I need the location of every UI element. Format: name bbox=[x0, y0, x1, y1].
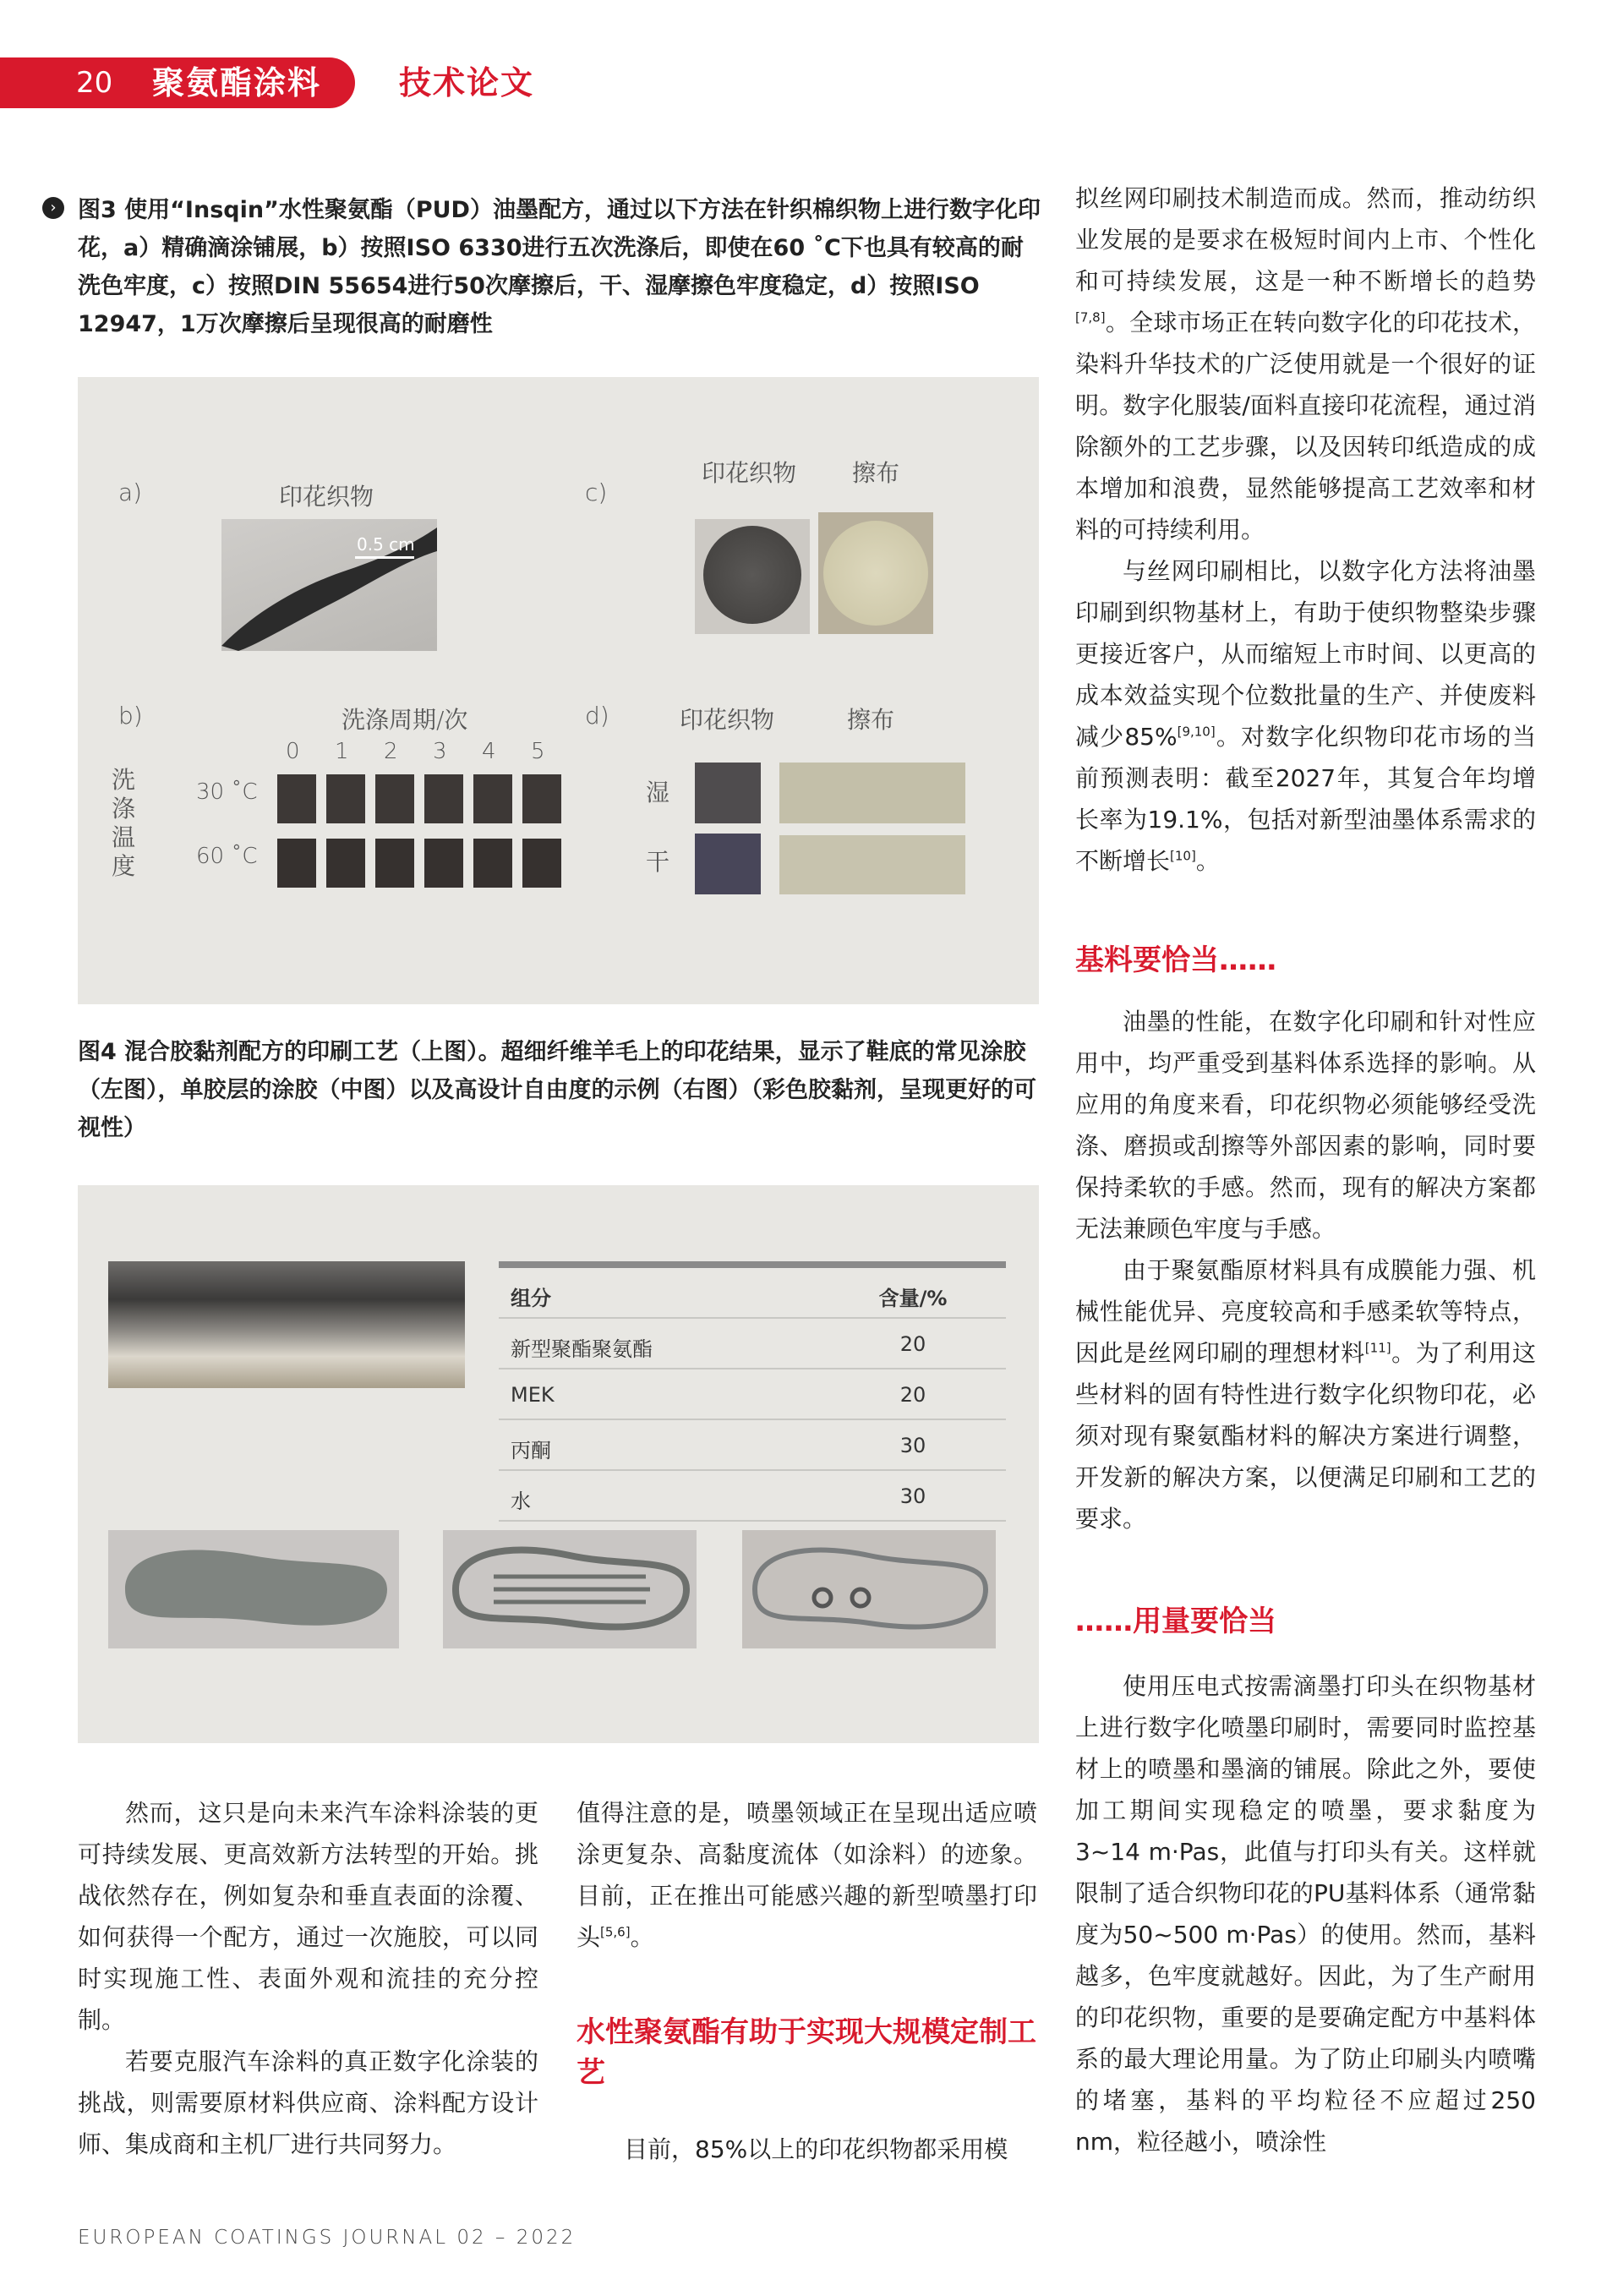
sole-design-freedom-photo bbox=[742, 1530, 996, 1648]
table-row bbox=[499, 1319, 1006, 1369]
panel-b-title: 洗涤周期/次 bbox=[342, 706, 468, 734]
table-cell-value: 20 bbox=[899, 1383, 926, 1407]
table-cell-value: 20 bbox=[899, 1332, 926, 1356]
table-header-row bbox=[499, 1268, 1006, 1319]
figure3-caption: 图3 使用“Insqin”水性聚氨酯（PUD）油墨配方，通过以下方法在针织棉织物上进行数字化印花，a）精确滴涂铺展，b）按照ISO 6330进行五次洗涤后，即使在60 ˚C下也具有较高的耐洗色牢度，c）按照DIN 55654进行50次摩擦后，干、湿摩擦色牢度稳定，d）按照ISO 12947，1万次摩擦后呈现很高的耐磨性 bbox=[78, 197, 1041, 337]
wash-swatch bbox=[326, 774, 365, 823]
subheading-pud: 水性聚氨酯有助于实现大规模定制工艺 bbox=[577, 2015, 1036, 2090]
paragraph: 若要克服汽车涂料的真正数字化涂装的挑战，则需要原材料供应商、涂料配方设计师、集成商和主机厂进行共同努力。 bbox=[78, 2047, 538, 2158]
journal-section-title: 聚氨酯涂料 bbox=[152, 64, 322, 101]
figure4-caption: 图4 混合胶黏剂配方的印刷工艺（上图）。超细纤维羊毛上的印花结果，显示了鞋底的常见涂胶（左图），单胶层的涂胶（中图）以及高设计自由度的示例（右图）（彩色胶黏剂，呈现更好的可视性） bbox=[78, 1039, 1036, 1141]
sole-common-glue-photo bbox=[108, 1530, 399, 1648]
panel-b-label: b) bbox=[118, 702, 143, 730]
footer-journal: EUROPEAN COATINGS JOURNAL 02 – 2022 bbox=[78, 2227, 577, 2249]
paragraph: 然而，这只是向未来汽车涂料涂装的更可持续发展、更高效新方法转型的开始。挑战依然存在，例如复杂和垂直表面的涂覆、如何获得一个配方，通过一次施胶，可以同时实现施工性、表面外观和流挂的充分控制。 bbox=[78, 1799, 538, 2034]
table-cell-component: 丙酮 bbox=[511, 1439, 551, 1462]
wash-swatch bbox=[522, 839, 561, 888]
table-cell-component: MEK bbox=[511, 1383, 555, 1407]
wash-swatch bbox=[424, 774, 463, 823]
table-cell-value: 30 bbox=[899, 1434, 926, 1457]
cycle-number: 3 bbox=[433, 739, 447, 764]
wash-temp-axis-label: 洗涤温度 bbox=[112, 766, 136, 880]
panel-a-label: a) bbox=[118, 478, 143, 506]
printing-process-photo bbox=[108, 1261, 465, 1388]
wet-printed-swatch bbox=[695, 763, 761, 823]
wash-swatch bbox=[277, 774, 316, 823]
paragraph: 由于聚氨酯原材料具有成膜能力强、机械性能优异、亮度较高和手感柔软等特点，因此是丝网印刷的理想材料[11]。为了利用这些材料的固有特性进行数字化织物印花，必须对现有聚氨酯材料的解决方案进行调整，开发新的解决方案，以便满足印刷和工艺的要求。 bbox=[1075, 1256, 1536, 1533]
panel-a-title: 印花织物 bbox=[279, 483, 374, 511]
dry-rub-cloth-swatch bbox=[779, 835, 965, 894]
cycle-number: 5 bbox=[531, 739, 545, 764]
wet-rub-cloth-swatch bbox=[779, 763, 965, 823]
table-row bbox=[499, 1369, 1006, 1420]
table-row bbox=[499, 1471, 1006, 1522]
paragraph: 与丝网印刷相比，以数字化方法将油墨印刷到织物基材上，有助于使织物整染步骤更接近客户，从而缩短上市时间、以更高的成本效益实现个位数批量的生产、并使废料减少85%[9,10]。对数字化织物印花市场的当前预测表明：截至2027年，其复合年均增长率为19.1%，包括对新型油墨体系需求的不断增长[10]。 bbox=[1075, 557, 1536, 875]
chevron-right-icon: › bbox=[42, 197, 64, 219]
composition-table bbox=[499, 1261, 1006, 1522]
dry-label: 干 bbox=[646, 848, 670, 876]
wash-swatch bbox=[473, 774, 512, 823]
scale-bar bbox=[355, 556, 414, 559]
printed-fabric-photo bbox=[221, 519, 437, 651]
table-header-component: 组分 bbox=[511, 1287, 551, 1310]
middle-column-text bbox=[577, 1792, 1037, 1958]
paragraph: 使用压电式按需滴墨打印头在织物基材上进行数字化喷墨印刷时，需要同时监控基材上的喷墨和墨滴的铺展。除此之外，要使加工期间实现稳定的喷墨，要求黏度为3~14 m·Pas，此值与打印头有关。这样就限制了适合织物印花的PU基料体系（通常黏度为50~500 m·Pas）的使用。然而，基料越多，色牢度就越好。因此，为了生产耐用的印花织物，重要的是要确定配方中基料体系的最大理论用量。为了防止印刷头内喷嘴的堵塞，基料的平均粒径不应超过250 nm，粒径越小，喷涂性 bbox=[1075, 1672, 1536, 2156]
wash-swatch bbox=[473, 839, 512, 888]
right-column-text bbox=[1075, 178, 1536, 882]
subheading-binder: 基料要恰当…… bbox=[1075, 943, 1276, 977]
paragraph: 拟丝网印刷技术制造而成。然而，推动纺织业发展的是要求在极短时间内上市、个性化和可持续发展，这是一种不断增长的趋势[7,8]。全球市场正在转向数字化的印花技术，染料升华技术的广泛使用就是一个很好的证明。数字化服装/面料直接印花流程，通过消除额外的工艺步骤，以及因转印纸造成的成本增加和浪费，显然能够提高工艺效率和材料的可持续利用。 bbox=[1075, 184, 1536, 544]
right-column-text-3 bbox=[1075, 1665, 1536, 2162]
table-header-content: 含量/% bbox=[878, 1287, 948, 1310]
table-cell-component: 新型聚酯聚氨酯 bbox=[511, 1337, 653, 1361]
wash-swatch bbox=[424, 839, 463, 888]
dry-printed-swatch bbox=[695, 834, 761, 894]
wet-label: 湿 bbox=[646, 779, 670, 806]
wash-swatch bbox=[277, 839, 316, 888]
temp-30-label: 30 ˚C bbox=[196, 779, 258, 805]
table-row bbox=[499, 1420, 1006, 1471]
paragraph: 目前，85%以上的印花织物都采用模 bbox=[624, 2135, 1008, 2163]
wash-swatch bbox=[375, 839, 414, 888]
panel-d-cloth-label: 擦布 bbox=[847, 706, 895, 734]
printed-disc-photo bbox=[695, 519, 810, 634]
page-number: 20 bbox=[76, 66, 113, 100]
sole-single-layer-photo bbox=[443, 1530, 697, 1648]
panel-c-label: c) bbox=[585, 478, 608, 506]
temp-60-label: 60 ˚C bbox=[196, 844, 258, 869]
cycle-number: 0 bbox=[286, 739, 300, 764]
right-column-text-2 bbox=[1075, 1001, 1536, 1539]
cycle-number: 1 bbox=[335, 739, 349, 764]
panel-d-printed-label: 印花织物 bbox=[680, 706, 775, 734]
section-title: 技术论文 bbox=[399, 64, 535, 101]
table-top-rule bbox=[499, 1261, 1006, 1268]
cycle-number: 4 bbox=[482, 739, 496, 764]
paragraph: 值得注意的是，喷墨领域正在呈现出适应喷涂更复杂、高黏度流体（如涂料）的迹象。目前，正在推出可能感兴趣的新型喷墨打印头[5,6]。 bbox=[577, 1799, 1037, 1951]
subheading-dosage: ……用量要恰当 bbox=[1075, 1604, 1276, 1638]
middle-column-text-2 bbox=[577, 2129, 1037, 2170]
cycle-number: 2 bbox=[384, 739, 398, 764]
rub-cloth-disc-photo bbox=[818, 512, 933, 634]
wash-swatch bbox=[326, 839, 365, 888]
figure3-panel bbox=[78, 377, 1039, 1004]
paragraph: 油墨的性能，在数字化印刷和针对性应用中，均严重受到基料体系选择的影响。从应用的角度来看，印花织物必须能够经受洗涤、磨损或刮擦等外部因素的影响，同时要保持柔软的手感。然而，现有的解决方案都无法兼顾色牢度与手感。 bbox=[1075, 1008, 1536, 1243]
panel-c-printed-label: 印花织物 bbox=[702, 459, 797, 487]
wash-swatch bbox=[375, 774, 414, 823]
left-column-text bbox=[78, 1792, 538, 2165]
panel-c-cloth-label: 擦布 bbox=[852, 459, 900, 487]
panel-d-label: d) bbox=[585, 702, 609, 730]
wash-swatch bbox=[522, 774, 561, 823]
table-cell-value: 30 bbox=[899, 1484, 926, 1508]
scale-label: 0.5 cm bbox=[357, 534, 415, 555]
table-cell-component: 水 bbox=[511, 1490, 531, 1513]
